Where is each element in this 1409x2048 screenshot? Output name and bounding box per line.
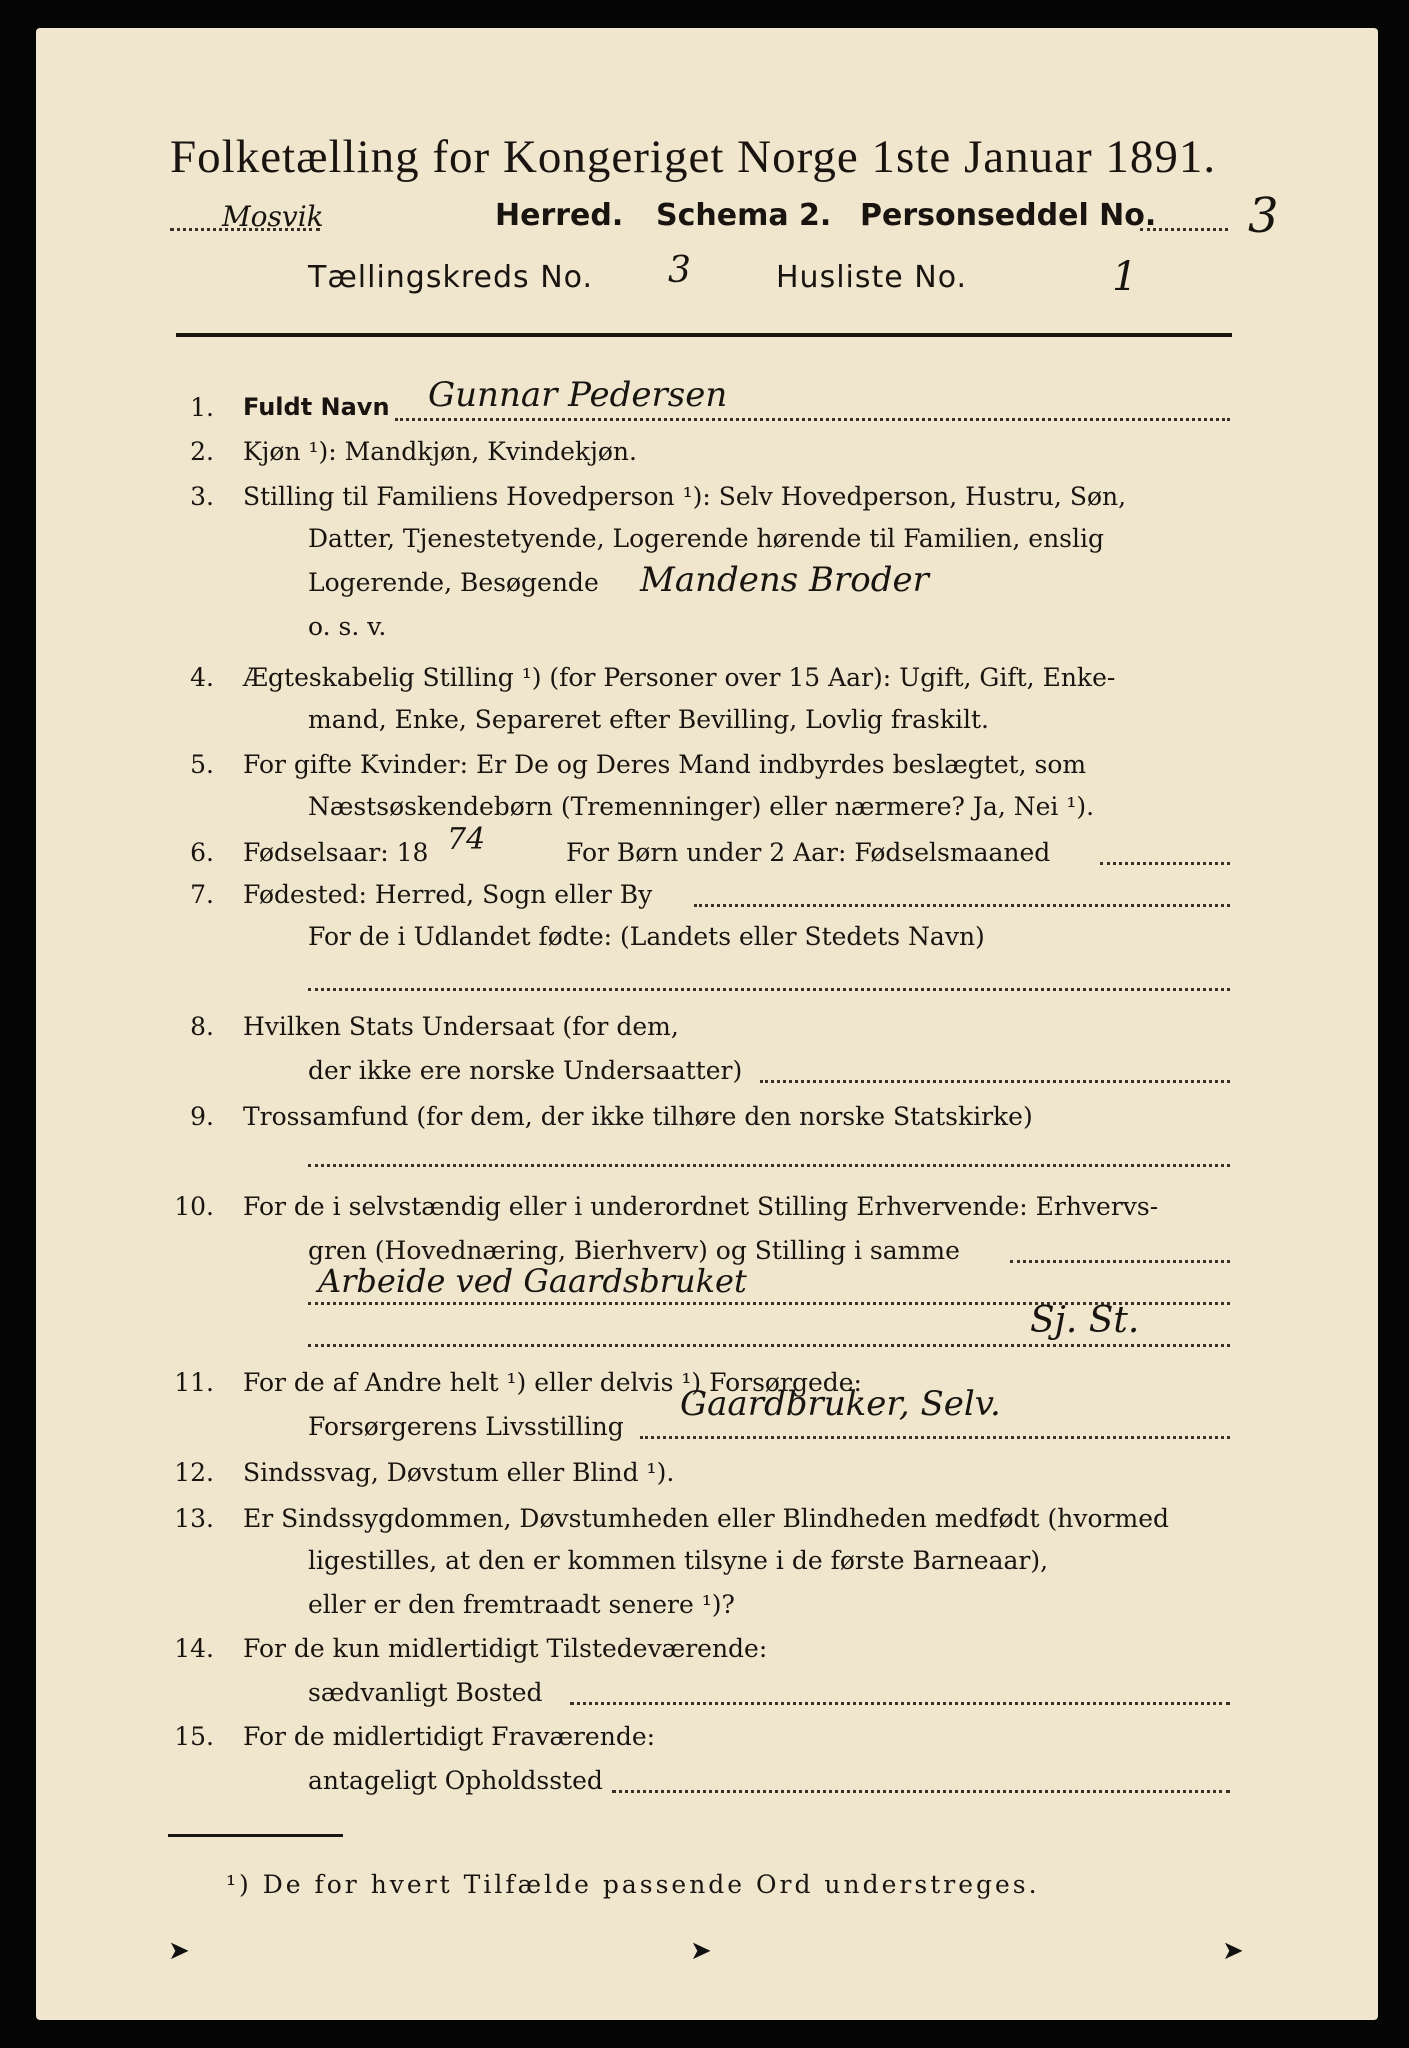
item-line: Fødselsaar: 18 — [243, 838, 429, 867]
item-line: Stilling til Familiens Hovedperson ¹): Selv Hovedperson, Hustru, Søn, — [243, 482, 1127, 511]
item-line: Forsørgerens Livsstilling — [308, 1412, 624, 1441]
item-number: 6. — [190, 838, 214, 867]
item-6-handwritten: 74 — [447, 822, 486, 857]
census-form-page — [36, 28, 1378, 2020]
husliste-handwritten: 1 — [1112, 254, 1138, 300]
item-3-handwritten: Mandens Broder — [640, 560, 929, 600]
item-11-handwritten: Gaardbruker, Selv. — [680, 1384, 1001, 1424]
item-line: Datter, Tjenestetyende, Logerende hørende til Familien, enslig — [308, 524, 1105, 553]
item-line: Kjøn ¹): Mandkjøn, Kvindekjøn. — [243, 437, 637, 466]
item-number: 9. — [190, 1102, 214, 1131]
item-number: 8. — [190, 1012, 214, 1041]
item-line: For Børn under 2 Aar: Fødselsmaaned — [566, 838, 1051, 867]
item-line: gren (Hovednæring, Bierhverv) og Stilling i samme — [308, 1236, 960, 1265]
item-line: der ikke ere norske Undersaatter) — [308, 1056, 743, 1085]
item-number: 5. — [190, 750, 214, 779]
register-mark-icon: ➤ — [690, 1936, 712, 1966]
item-line: Sindssvag, Døvstum eller Blind ¹). — [243, 1458, 675, 1487]
register-mark-icon: ➤ — [168, 1936, 190, 1966]
item-line: Næstsøskendebørn (Tremenninger) eller nærmere? Ja, Nei ¹). — [308, 792, 1095, 821]
personseddel-handwritten: 3 — [1248, 188, 1279, 244]
item-line: ligestilles, at den er kommen tilsyne i de første Barneaar), — [308, 1546, 1049, 1575]
dotted-leader — [570, 1702, 1230, 1705]
schema-label: Schema 2. — [656, 198, 832, 233]
item-1-handwritten: Gunnar Pedersen — [428, 375, 728, 415]
footnote: ¹) De for hvert Tilfælde passende Ord understreges. — [226, 1870, 1040, 1899]
footnote-rule — [168, 1834, 343, 1837]
item-line: o. s. v. — [308, 612, 387, 641]
personseddel-label: Personseddel No. — [860, 198, 1157, 233]
item-number: 12. — [174, 1458, 214, 1487]
item-number: 2. — [190, 437, 214, 466]
item-number: 7. — [190, 880, 214, 909]
form-title: Folketælling for Kongeriget Norge 1ste Januar 1891. — [170, 131, 1217, 183]
item-number: 15. — [174, 1722, 214, 1751]
dotted-leader — [395, 418, 1230, 421]
item-number: 3. — [190, 482, 214, 511]
dotted-leader — [1140, 228, 1228, 231]
item-number: 14. — [174, 1634, 214, 1663]
item-line: For de kun midlertidigt Tilstedeværende: — [243, 1634, 768, 1663]
header-rule — [176, 333, 1232, 337]
dotted-leader — [308, 1344, 1230, 1347]
item-number: 4. — [190, 663, 214, 692]
item-10-handwritten-note: Sj. St. — [1030, 1300, 1140, 1341]
dotted-leader — [308, 1164, 1230, 1167]
item-line: For de i Udlandet fødte: (Landets eller Stedets Navn) — [308, 922, 985, 951]
item-line: For gifte Kvinder: Er De og Deres Mand indbyrdes beslægtet, som — [243, 750, 1087, 779]
item-line: sædvanligt Bosted — [308, 1678, 543, 1707]
item-number: 1. — [190, 393, 214, 422]
item-line: Ægteskabelig Stilling ¹) (for Personer over 15 Aar): Ugift, Gift, Enke- — [243, 663, 1116, 692]
item-line: Trossamfund (for dem, der ikke tilhøre den norske Statskirke) — [243, 1102, 1033, 1131]
item-line: eller er den fremtraadt senere ¹)? — [308, 1590, 735, 1619]
dotted-leader — [308, 988, 1230, 991]
herred-label: Herred. — [495, 198, 624, 233]
dotted-leader — [694, 904, 1230, 907]
item-line: For de i selvstændig eller i underordnet Stilling Erhvervende: Erhvervs- — [243, 1192, 1159, 1221]
item-line: Logerende, Besøgende — [308, 568, 599, 597]
dotted-leader — [1010, 1260, 1230, 1263]
item-line: Fødested: Herred, Sogn eller By — [243, 880, 653, 909]
dotted-leader — [1100, 862, 1230, 865]
item-line: Hvilken Stats Undersaat (for dem, — [243, 1012, 679, 1041]
kreds-label: Tællingskreds No. — [308, 260, 593, 295]
dotted-leader — [760, 1080, 1230, 1083]
item-number: 11. — [174, 1368, 214, 1397]
register-mark-icon: ➤ — [1222, 1936, 1244, 1966]
item-line: antageligt Opholdssted — [308, 1766, 603, 1795]
husliste-label: Husliste No. — [776, 260, 968, 295]
item-line: For de midlertidigt Fraværende: — [243, 1722, 656, 1751]
item-10-handwritten: Arbeide ved Gaardsbruket — [318, 1262, 747, 1300]
item-line: For de af Andre helt ¹) eller delvis ¹) Forsørgede: — [243, 1368, 862, 1397]
kreds-handwritten: 3 — [668, 250, 691, 291]
item-line: Fuldt Navn — [243, 393, 390, 421]
item-line: Er Sindssygdommen, Døvstumheden eller Blindheden medfødt (hvormed — [243, 1504, 1170, 1533]
dotted-leader — [612, 1790, 1230, 1793]
item-number: 10. — [174, 1192, 214, 1221]
dotted-leader — [640, 1436, 1230, 1439]
item-line: mand, Enke, Separeret efter Bevilling, Lovlig fraskilt. — [308, 705, 989, 734]
herred-handwritten: Mosvik — [222, 200, 324, 233]
item-number: 13. — [174, 1504, 214, 1533]
